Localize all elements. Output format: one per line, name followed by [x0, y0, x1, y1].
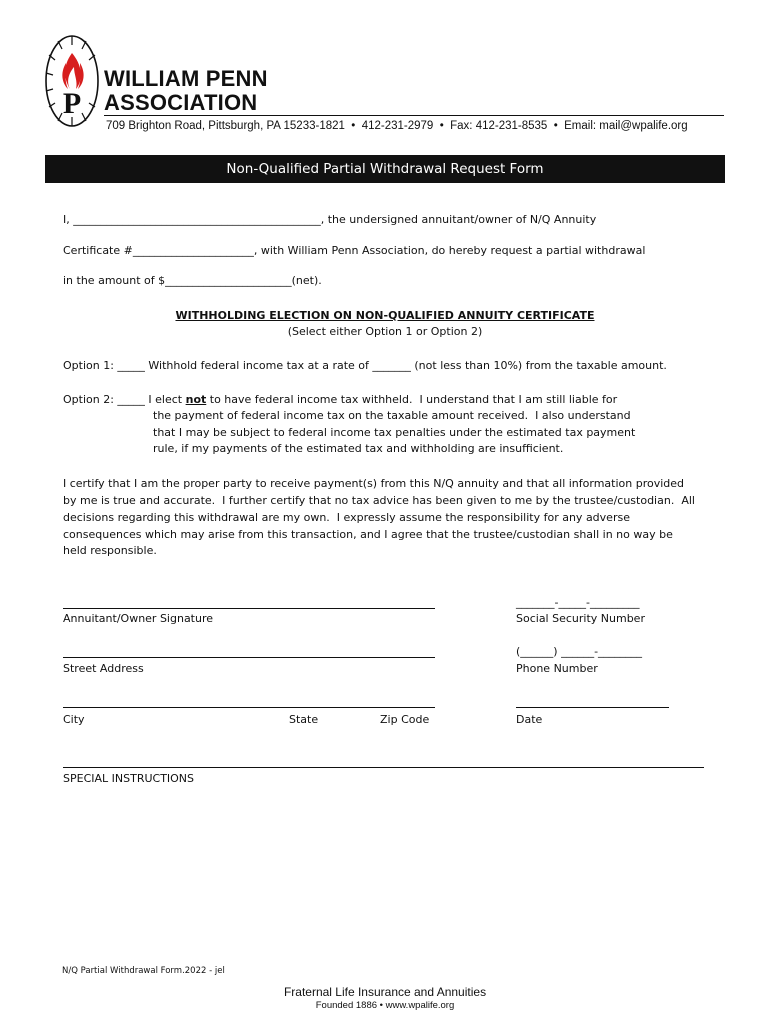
form-id: N/Q Partial Withdrawal Form.2022 - jel — [62, 966, 225, 976]
certify-line-1: I certify that I am the proper party to receive payment(s) from this N/Q annuity and that all information provided — [63, 477, 685, 490]
ssn-label: Social Security Number — [516, 612, 645, 625]
state-label: State — [289, 713, 319, 726]
option-2-line-2: the payment of federal income tax on the taxable amount received. I also understand — [153, 409, 631, 422]
date-label: Date — [516, 713, 543, 726]
date-line[interactable] — [516, 707, 669, 708]
certify-line-5: held responsible. — [63, 544, 157, 557]
option-2-not: not — [185, 393, 207, 406]
form-title: Non-Qualified Partial Withdrawal Request Form — [45, 155, 725, 183]
option-1: Option 1: _____ Withhold federal income tax at a rate of _______ (not less than 10%) from the taxable amount. — [63, 359, 667, 372]
org-address: 709 Brighton Road, Pittsburgh, PA 15233-1821 • 412-231-2979 • Fax: 412-231-8535 • Email: mail@wpalife.org — [106, 120, 688, 132]
org-name-line1: WILLIAM PENN — [104, 66, 268, 91]
svg-text:P: P — [62, 87, 82, 120]
city-state-zip-line[interactable] — [63, 707, 435, 708]
certify-line-3: decisions regarding this withdrawal are my own. I expressly assume the responsibility for any adverse — [63, 511, 630, 524]
street-address-line[interactable] — [63, 657, 435, 658]
header-divider — [104, 115, 724, 116]
special-instructions-line[interactable] — [63, 767, 704, 768]
intro-line-3: in the amount of $_______________________(net). — [63, 274, 322, 287]
street-address-label: Street Address — [63, 662, 144, 675]
intro-line-1: I, _____________________________________________, the undersigned annuitant/owner of N/Q Annuity — [63, 213, 597, 226]
city-label: City — [63, 713, 85, 726]
option-2-line-4: rule, if my payments of the estimated tax and withholding are insufficient. — [153, 442, 564, 455]
certify-line-4: consequences which may arise from this transaction, and I agree that the trustee/custodian shall in no way be — [63, 528, 673, 541]
withholding-subheading: (Select either Option 1 or Option 2) — [287, 325, 483, 338]
intro-line-2: Certificate #______________________, with William Penn Association, do hereby request a partial withdrawal — [63, 244, 646, 257]
flame-torch-emblem-icon — [44, 33, 102, 129]
option-2-rest: to have federal income tax withheld. I understand that I am still liable for — [206, 393, 618, 406]
option-2-line-1 — [63, 392, 617, 407]
withholding-heading: WITHHOLDING ELECTION ON NON-QUALIFIED ANNUITY CERTIFICATE — [175, 309, 595, 322]
certify-line-2: by me is true and accurate. I further certify that no tax advice has been given to me by the trustee/custodian. All — [63, 494, 695, 507]
ssn-blank[interactable]: _______-_____-_________ — [516, 596, 640, 609]
footer-founded: Founded 1886 • www.wpalife.org — [315, 1000, 455, 1011]
signature-label: Annuitant/Owner Signature — [63, 612, 214, 625]
zip-label: Zip Code — [380, 713, 430, 726]
phone-label: Phone Number — [516, 662, 598, 675]
signature-line[interactable] — [63, 608, 435, 609]
phone-blank[interactable]: (______) ______-________ — [516, 645, 643, 658]
option-2-prefix: Option 2: _____ I elect — [63, 393, 186, 406]
org-name-line2: ASSOCIATION — [104, 90, 258, 115]
footer-tagline: Fraternal Life Insurance and Annuities — [283, 985, 487, 999]
special-instructions-label: SPECIAL INSTRUCTIONS — [63, 772, 195, 785]
option-2-line-3: that I may be subject to federal income tax penalties under the estimated tax payment — [153, 426, 636, 439]
